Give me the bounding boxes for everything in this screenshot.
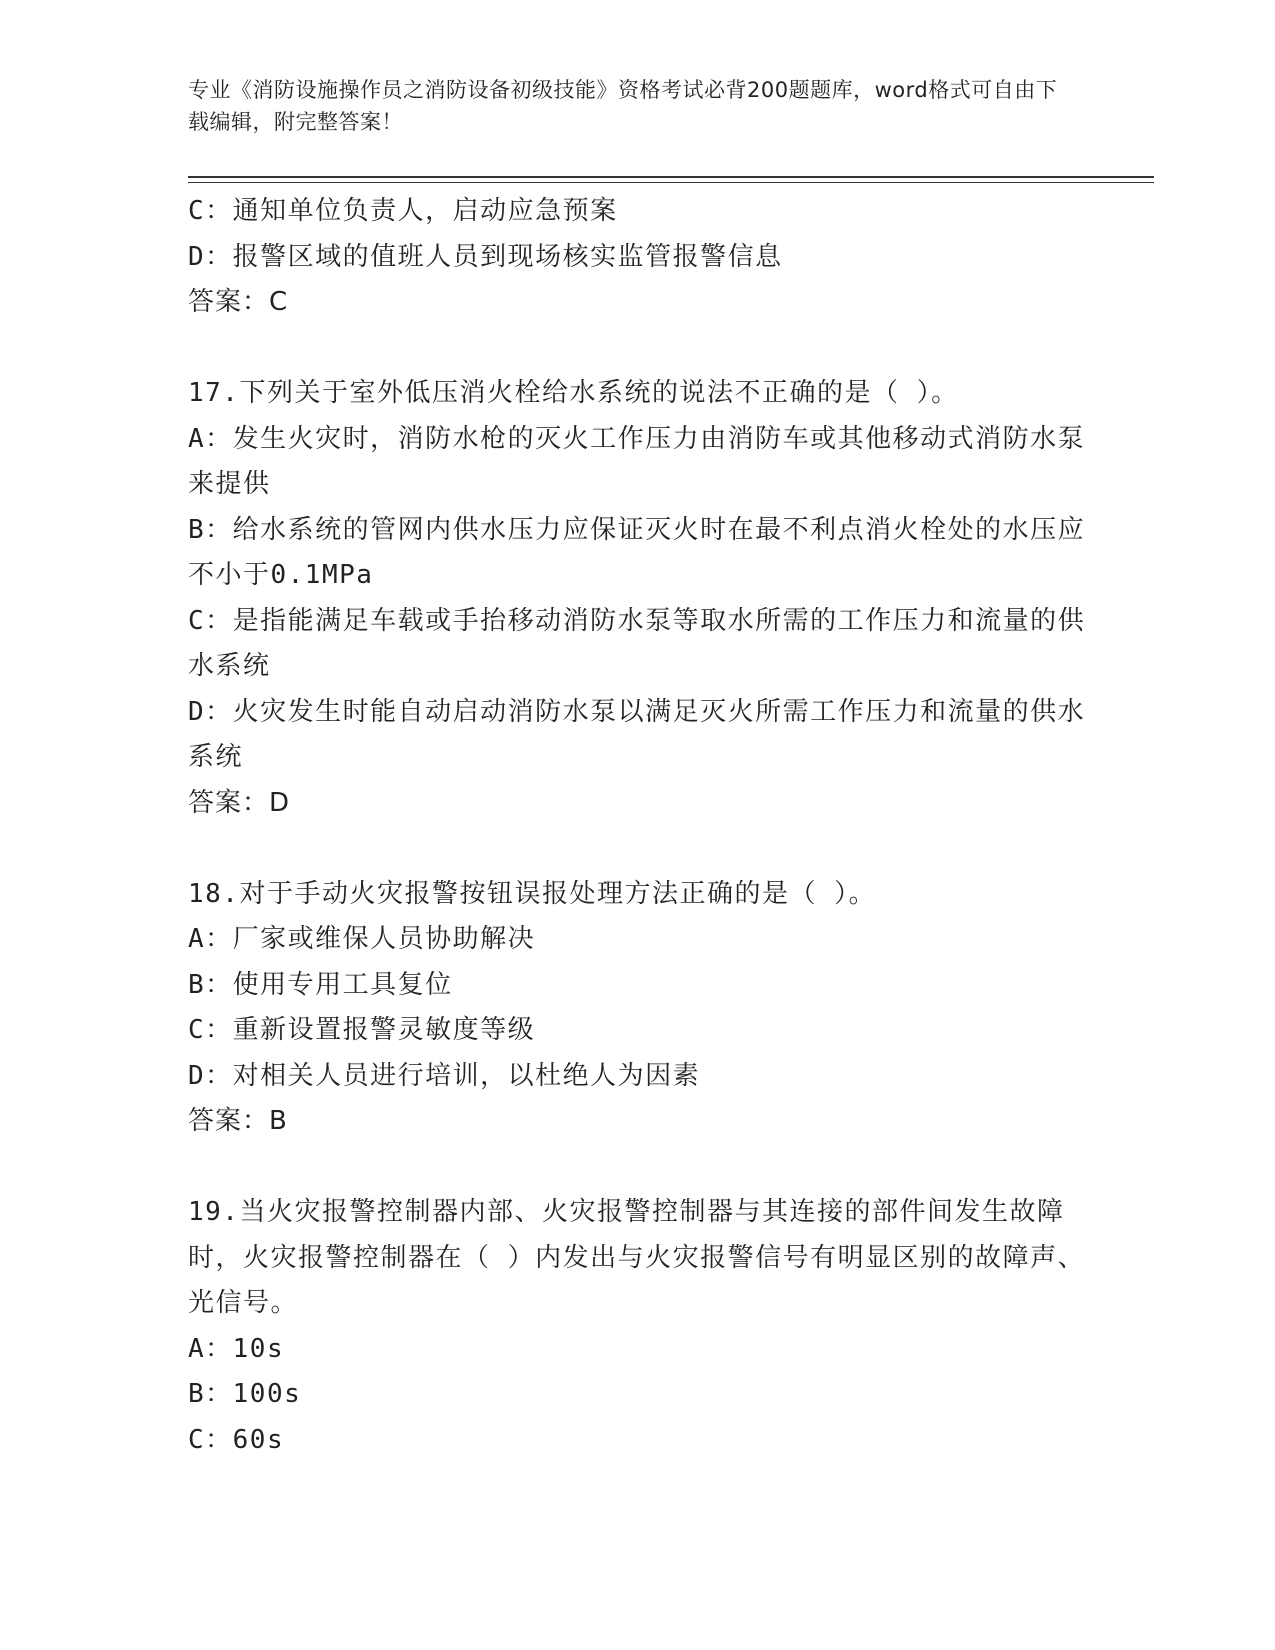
option-d: D：火灾发生时能自动启动消防水泵以满足灭火所需工作压力和流量的供水系统 bbox=[188, 696, 1086, 772]
question-stem-17: 17.下列关于室外低压消火栓给水系统的说法不正确的是（ ）。 bbox=[188, 378, 959, 408]
option-c: C：通知单位负责人，启动应急预案 bbox=[188, 196, 618, 226]
header-rule-thick bbox=[188, 176, 1154, 178]
option-a: A：厂家或维保人员协助解决 bbox=[188, 924, 536, 954]
option-a: A：发生火灾时，消防水枪的灭火工作压力由消防车或其他移动式消防水泵来提供 bbox=[188, 423, 1086, 499]
option-b: B：100s bbox=[188, 1379, 302, 1409]
option-d: D：对相关人员进行培训，以杜绝人为因素 bbox=[188, 1060, 701, 1091]
spacer bbox=[188, 326, 1088, 372]
answer-line: 答案：C bbox=[188, 287, 289, 317]
question-stem-19: 19.当火灾报警控制器内部、火灾报警控制器与其连接的部件间发生故障时，火灾报警控制器在（ ）内发出与火灾报警信号有明显区别的故障声、光信号。 bbox=[188, 1197, 1086, 1318]
question-stem-18: 18.对于手动火灾报警按钮误报处理方法正确的是（ ）。 bbox=[188, 878, 877, 909]
option-b: B：给水系统的管网内供水压力应保证灭火时在最不利点消火栓处的水压应不小于0.1MPa bbox=[188, 514, 1086, 590]
answer-line: 答案：B bbox=[188, 1106, 288, 1136]
option-c: C：60s bbox=[188, 1424, 285, 1455]
spacer bbox=[188, 826, 1088, 872]
answer-line: 答案：D bbox=[188, 787, 291, 818]
question-content bbox=[188, 189, 1088, 1463]
header-rule-thin bbox=[188, 182, 1154, 183]
option-a: A：10s bbox=[188, 1333, 285, 1364]
option-c: C：是指能满足车载或手抬移动消防水泵等取水所需的工作压力和流量的供水系统 bbox=[188, 605, 1086, 681]
document-header: 专业《消防设施操作员之消防设备初级技能》资格考试必背200题题库，word格式可自由下载编辑，附完整答案！ bbox=[188, 78, 1058, 134]
option-b: B：使用专用工具复位 bbox=[188, 969, 453, 1000]
option-c: C：重新设置报警灵敏度等级 bbox=[188, 1015, 536, 1045]
option-d: D：报警区域的值班人员到现场核实监管报警信息 bbox=[188, 241, 783, 272]
spacer bbox=[188, 1145, 1088, 1191]
